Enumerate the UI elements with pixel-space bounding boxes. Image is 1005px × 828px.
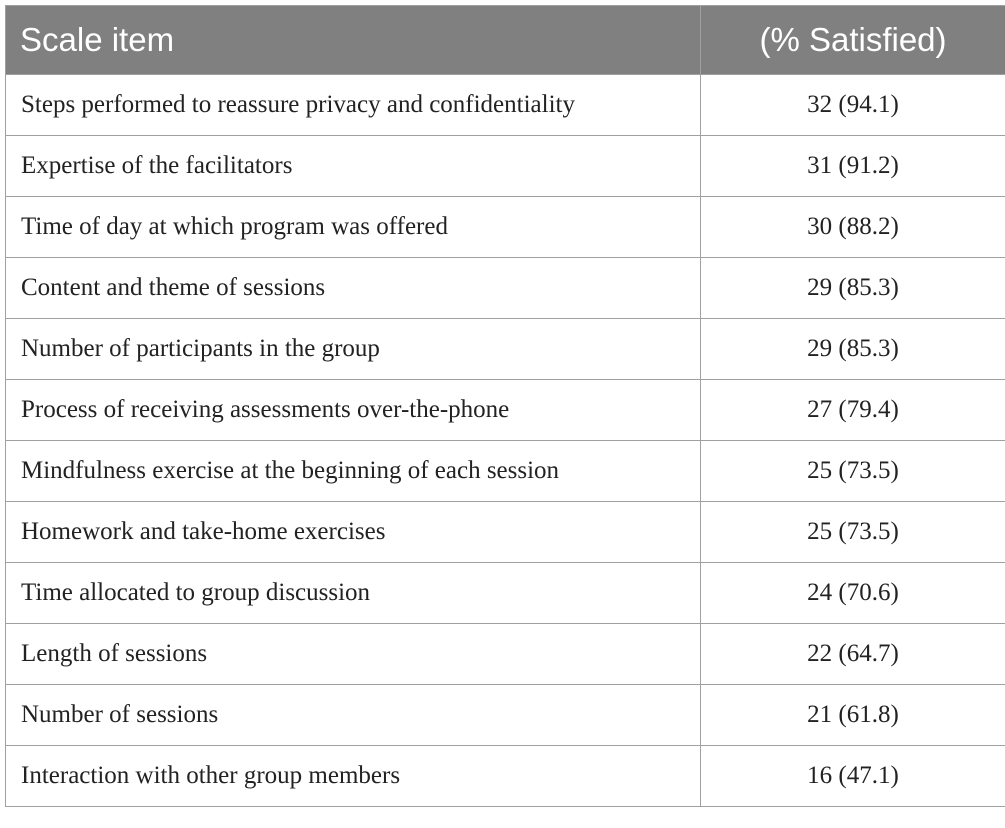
table-body — [6, 75, 1005, 807]
column-header-scale-item: Scale item — [6, 6, 701, 75]
scale-item-cell: Length of sessions — [6, 624, 701, 685]
table-row — [6, 380, 1005, 441]
scale-item-cell: Content and theme of sessions — [6, 258, 701, 319]
table-row — [6, 136, 1005, 197]
table-row — [6, 563, 1005, 624]
table-row — [6, 746, 1005, 807]
satisfied-value-cell: 21 (61.8) — [701, 685, 1005, 746]
table-row — [6, 319, 1005, 380]
column-header-satisfied: (% Satisfied) — [701, 6, 1005, 75]
table-header — [6, 6, 1005, 75]
satisfied-value-cell: 16 (47.1) — [701, 746, 1005, 807]
satisfied-value-cell: 22 (64.7) — [701, 624, 1005, 685]
table-row — [6, 258, 1005, 319]
satisfied-value-cell: 29 (85.3) — [701, 319, 1005, 380]
scale-item-cell: Expertise of the facilitators — [6, 136, 701, 197]
scale-item-cell: Process of receiving assessments over-the-phone — [6, 380, 701, 441]
table-row — [6, 75, 1005, 136]
scale-item-cell: Steps performed to reassure privacy and confidentiality — [6, 75, 701, 136]
satisfied-value-cell: 32 (94.1) — [701, 75, 1005, 136]
satisfied-value-cell: 27 (79.4) — [701, 380, 1005, 441]
satisfied-value-cell: 25 (73.5) — [701, 441, 1005, 502]
table-row — [6, 197, 1005, 258]
scale-item-cell: Number of participants in the group — [6, 319, 701, 380]
table-row — [6, 624, 1005, 685]
scale-item-cell: Number of sessions — [6, 685, 701, 746]
scale-item-cell: Interaction with other group members — [6, 746, 701, 807]
satisfied-value-cell: 25 (73.5) — [701, 502, 1005, 563]
satisfied-value-cell: 29 (85.3) — [701, 258, 1005, 319]
scale-item-cell: Homework and take-home exercises — [6, 502, 701, 563]
scale-item-cell: Time of day at which program was offered — [6, 197, 701, 258]
table-row — [6, 685, 1005, 746]
table-row — [6, 441, 1005, 502]
scale-item-cell: Mindfulness exercise at the beginning of each session — [6, 441, 701, 502]
header-row — [6, 6, 1005, 75]
table-row — [6, 502, 1005, 563]
satisfied-value-cell: 30 (88.2) — [701, 197, 1005, 258]
satisfied-value-cell: 24 (70.6) — [701, 563, 1005, 624]
satisfaction-table-container — [5, 5, 1005, 807]
satisfied-value-cell: 31 (91.2) — [701, 136, 1005, 197]
scale-item-cell: Time allocated to group discussion — [6, 563, 701, 624]
satisfaction-table — [5, 5, 1005, 807]
